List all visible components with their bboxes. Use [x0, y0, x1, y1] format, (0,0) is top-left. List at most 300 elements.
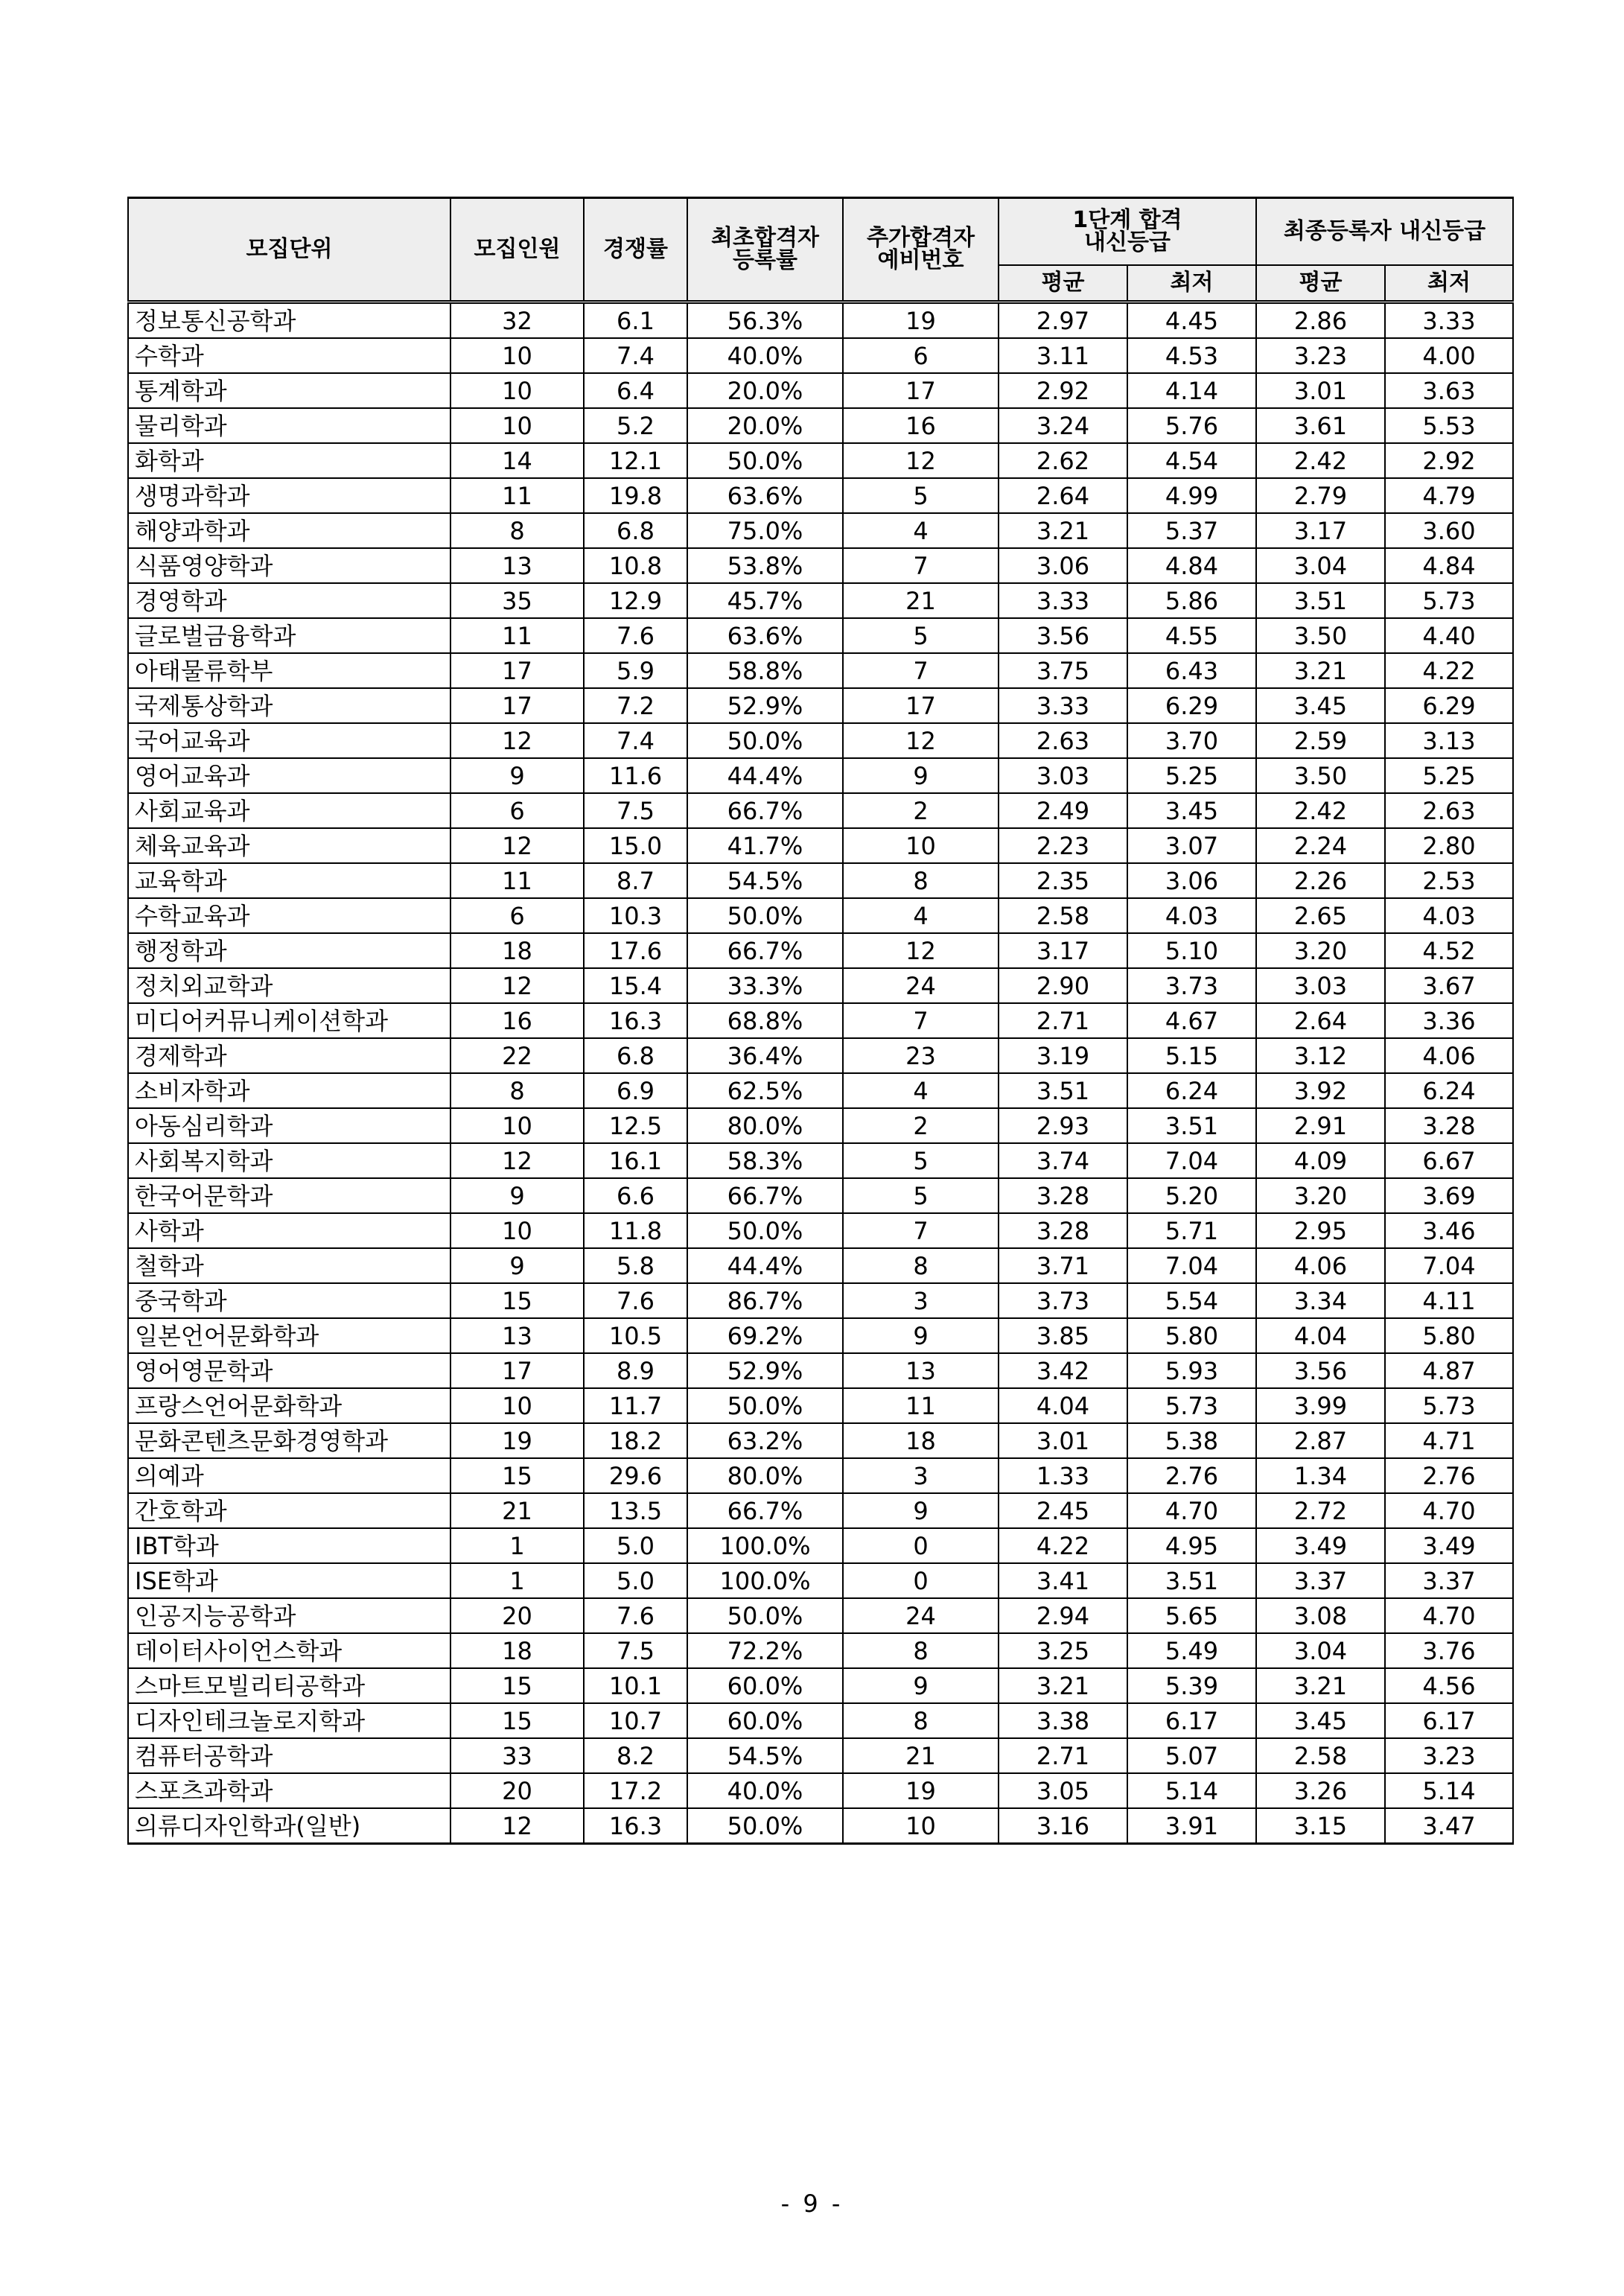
cell-stage1-avg: 2.45	[999, 1493, 1127, 1528]
admissions-table	[127, 197, 1514, 1845]
cell-final-min: 5.53	[1385, 408, 1513, 443]
cell-quota: 6	[450, 793, 584, 828]
cell-waitlist: 4	[843, 898, 999, 933]
cell-stage1-min: 5.80	[1127, 1318, 1256, 1353]
table-row	[128, 1493, 1513, 1528]
cell-competition: 6.1	[584, 302, 687, 339]
table-row	[128, 302, 1513, 339]
table-row	[128, 1353, 1513, 1388]
cell-final-avg: 4.06	[1256, 1248, 1385, 1283]
table-row	[128, 443, 1513, 478]
header-competition: 경쟁률	[584, 198, 687, 302]
cell-stage1-min: 4.54	[1127, 443, 1256, 478]
cell-final-avg: 3.92	[1256, 1073, 1385, 1108]
cell-final-min: 2.63	[1385, 793, 1513, 828]
cell-waitlist: 16	[843, 408, 999, 443]
cell-quota: 17	[450, 653, 584, 688]
header-waitlist	[843, 198, 999, 302]
header-final-grade: 최종등록자 내신등급	[1256, 198, 1513, 266]
table-row	[128, 1318, 1513, 1353]
table-row	[128, 373, 1513, 408]
cell-final-min: 3.13	[1385, 723, 1513, 758]
cell-stage1-avg: 2.35	[999, 863, 1127, 898]
cell-stage1-avg: 3.28	[999, 1178, 1127, 1213]
cell-final-min: 3.23	[1385, 1738, 1513, 1773]
cell-stage1-min: 6.24	[1127, 1073, 1256, 1108]
cell-competition: 8.7	[584, 863, 687, 898]
cell-first-registration: 44.4%	[687, 758, 843, 793]
cell-stage1-avg: 4.04	[999, 1388, 1127, 1423]
cell-waitlist: 5	[843, 1178, 999, 1213]
table-row	[128, 583, 1513, 618]
cell-final-avg: 2.72	[1256, 1493, 1385, 1528]
cell-final-avg: 2.42	[1256, 793, 1385, 828]
cell-stage1-min: 5.39	[1127, 1668, 1256, 1703]
cell-stage1-min: 3.06	[1127, 863, 1256, 898]
cell-stage1-avg: 2.90	[999, 968, 1127, 1003]
cell-final-avg: 3.37	[1256, 1563, 1385, 1598]
cell-waitlist: 9	[843, 1668, 999, 1703]
cell-competition: 7.6	[584, 1598, 687, 1633]
cell-stage1-avg: 3.33	[999, 583, 1127, 618]
cell-stage1-avg: 3.06	[999, 548, 1127, 583]
cell-competition: 6.4	[584, 373, 687, 408]
cell-stage1-avg: 3.21	[999, 1668, 1127, 1703]
cell-first-registration: 54.5%	[687, 863, 843, 898]
cell-unit: 경제학과	[128, 1038, 450, 1073]
cell-final-avg: 3.45	[1256, 1703, 1385, 1738]
table-row	[128, 1598, 1513, 1633]
cell-stage1-min: 5.49	[1127, 1633, 1256, 1668]
cell-stage1-avg: 2.63	[999, 723, 1127, 758]
cell-unit: 의류디자인학과(일반)	[128, 1808, 450, 1844]
cell-waitlist: 0	[843, 1528, 999, 1563]
cell-stage1-min: 3.73	[1127, 968, 1256, 1003]
cell-stage1-avg: 3.01	[999, 1423, 1127, 1458]
cell-first-registration: 50.0%	[687, 1598, 843, 1633]
cell-quota: 18	[450, 1633, 584, 1668]
cell-final-min: 2.53	[1385, 863, 1513, 898]
cell-competition: 15.4	[584, 968, 687, 1003]
cell-final-min: 2.76	[1385, 1458, 1513, 1493]
cell-final-avg: 3.20	[1256, 1178, 1385, 1213]
cell-first-registration: 45.7%	[687, 583, 843, 618]
cell-unit: 사학과	[128, 1213, 450, 1248]
cell-quota: 6	[450, 898, 584, 933]
cell-stage1-avg: 2.62	[999, 443, 1127, 478]
cell-stage1-min: 7.04	[1127, 1248, 1256, 1283]
cell-stage1-min: 5.10	[1127, 933, 1256, 968]
cell-waitlist: 9	[843, 758, 999, 793]
cell-stage1-avg: 1.33	[999, 1458, 1127, 1493]
cell-final-min: 6.67	[1385, 1143, 1513, 1178]
cell-competition: 7.2	[584, 688, 687, 723]
cell-first-registration: 58.3%	[687, 1143, 843, 1178]
cell-first-registration: 58.8%	[687, 653, 843, 688]
table-row	[128, 1038, 1513, 1073]
cell-final-min: 4.52	[1385, 933, 1513, 968]
cell-quota: 1	[450, 1528, 584, 1563]
cell-final-avg: 3.03	[1256, 968, 1385, 1003]
cell-stage1-min: 6.17	[1127, 1703, 1256, 1738]
cell-final-min: 7.04	[1385, 1248, 1513, 1283]
cell-waitlist: 17	[843, 688, 999, 723]
cell-competition: 11.8	[584, 1213, 687, 1248]
cell-waitlist: 0	[843, 1563, 999, 1598]
cell-final-avg: 3.20	[1256, 933, 1385, 968]
cell-final-min: 4.03	[1385, 898, 1513, 933]
cell-stage1-min: 4.14	[1127, 373, 1256, 408]
cell-unit: 수학교육과	[128, 898, 450, 933]
cell-first-registration: 50.0%	[687, 723, 843, 758]
cell-waitlist: 6	[843, 338, 999, 373]
cell-waitlist: 19	[843, 1773, 999, 1808]
cell-waitlist: 4	[843, 1073, 999, 1108]
cell-first-registration: 75.0%	[687, 513, 843, 548]
cell-first-registration: 68.8%	[687, 1003, 843, 1038]
cell-final-min: 2.92	[1385, 443, 1513, 478]
cell-first-registration: 86.7%	[687, 1283, 843, 1318]
cell-stage1-avg: 3.16	[999, 1808, 1127, 1844]
cell-competition: 16.1	[584, 1143, 687, 1178]
cell-first-registration: 50.0%	[687, 1213, 843, 1248]
cell-quota: 16	[450, 1003, 584, 1038]
cell-competition: 7.6	[584, 618, 687, 653]
cell-first-registration: 40.0%	[687, 338, 843, 373]
cell-stage1-avg: 3.75	[999, 653, 1127, 688]
cell-competition: 5.2	[584, 408, 687, 443]
cell-first-registration: 80.0%	[687, 1108, 843, 1143]
table-row	[128, 1563, 1513, 1598]
cell-waitlist: 5	[843, 618, 999, 653]
cell-final-min: 3.37	[1385, 1563, 1513, 1598]
cell-stage1-avg: 3.51	[999, 1073, 1127, 1108]
table-row	[128, 513, 1513, 548]
cell-final-avg: 2.79	[1256, 478, 1385, 513]
cell-final-min: 3.33	[1385, 302, 1513, 339]
cell-quota: 14	[450, 443, 584, 478]
cell-final-min: 4.11	[1385, 1283, 1513, 1318]
cell-competition: 6.8	[584, 513, 687, 548]
table-row	[128, 1423, 1513, 1458]
cell-stage1-avg: 2.49	[999, 793, 1127, 828]
table-row	[128, 758, 1513, 793]
cell-competition: 10.8	[584, 548, 687, 583]
cell-unit: 미디어커뮤니케이션학과	[128, 1003, 450, 1038]
cell-stage1-min: 5.14	[1127, 1773, 1256, 1808]
cell-final-min: 6.17	[1385, 1703, 1513, 1738]
table-row	[128, 338, 1513, 373]
cell-final-avg: 1.34	[1256, 1458, 1385, 1493]
table-row	[128, 688, 1513, 723]
cell-competition: 13.5	[584, 1493, 687, 1528]
cell-final-min: 3.47	[1385, 1808, 1513, 1844]
cell-final-min: 4.56	[1385, 1668, 1513, 1703]
cell-unit: 중국학과	[128, 1283, 450, 1318]
cell-quota: 8	[450, 513, 584, 548]
cell-unit: 스포츠과학과	[128, 1773, 450, 1808]
cell-final-avg: 2.26	[1256, 863, 1385, 898]
cell-quota: 21	[450, 1493, 584, 1528]
cell-waitlist: 23	[843, 1038, 999, 1073]
header-waitlist-line2: 예비번호	[877, 247, 964, 273]
cell-stage1-avg: 3.74	[999, 1143, 1127, 1178]
table-row	[128, 1773, 1513, 1808]
header-stage1-line1: 1단계 합격	[1072, 207, 1182, 233]
cell-unit: 화학과	[128, 443, 450, 478]
cell-competition: 11.7	[584, 1388, 687, 1423]
cell-competition: 16.3	[584, 1003, 687, 1038]
cell-first-registration: 63.2%	[687, 1423, 843, 1458]
cell-quota: 32	[450, 302, 584, 339]
cell-unit: 소비자학과	[128, 1073, 450, 1108]
cell-quota: 10	[450, 373, 584, 408]
cell-final-avg: 2.65	[1256, 898, 1385, 933]
cell-competition: 10.3	[584, 898, 687, 933]
table-row	[128, 618, 1513, 653]
cell-stage1-avg: 2.64	[999, 478, 1127, 513]
cell-final-min: 3.67	[1385, 968, 1513, 1003]
cell-stage1-avg: 2.23	[999, 828, 1127, 863]
cell-final-min: 6.24	[1385, 1073, 1513, 1108]
cell-first-registration: 54.5%	[687, 1738, 843, 1773]
cell-stage1-min: 5.73	[1127, 1388, 1256, 1423]
cell-final-avg: 2.24	[1256, 828, 1385, 863]
cell-unit: 컴퓨터공학과	[128, 1738, 450, 1773]
cell-final-min: 3.60	[1385, 513, 1513, 548]
cell-quota: 12	[450, 723, 584, 758]
cell-quota: 19	[450, 1423, 584, 1458]
cell-final-min: 3.28	[1385, 1108, 1513, 1143]
cell-unit: ISE학과	[128, 1563, 450, 1598]
cell-stage1-min: 2.76	[1127, 1458, 1256, 1493]
cell-competition: 8.2	[584, 1738, 687, 1773]
table-row	[128, 408, 1513, 443]
cell-stage1-avg: 3.24	[999, 408, 1127, 443]
cell-first-registration: 33.3%	[687, 968, 843, 1003]
table-row	[128, 723, 1513, 758]
cell-unit: 글로벌금융학과	[128, 618, 450, 653]
cell-final-min: 5.14	[1385, 1773, 1513, 1808]
header-stage1-min: 최저	[1127, 265, 1256, 302]
cell-stage1-avg: 3.25	[999, 1633, 1127, 1668]
cell-quota: 15	[450, 1458, 584, 1493]
cell-competition: 6.9	[584, 1073, 687, 1108]
cell-quota: 35	[450, 583, 584, 618]
cell-unit: 국어교육과	[128, 723, 450, 758]
table-row	[128, 1213, 1513, 1248]
cell-unit: 해양과학과	[128, 513, 450, 548]
table-row	[128, 793, 1513, 828]
cell-final-min: 3.36	[1385, 1003, 1513, 1038]
cell-final-avg: 2.64	[1256, 1003, 1385, 1038]
cell-stage1-min: 4.03	[1127, 898, 1256, 933]
cell-waitlist: 7	[843, 1213, 999, 1248]
cell-competition: 18.2	[584, 1423, 687, 1458]
cell-final-min: 3.46	[1385, 1213, 1513, 1248]
cell-stage1-avg: 2.94	[999, 1598, 1127, 1633]
cell-stage1-min: 4.99	[1127, 478, 1256, 513]
cell-first-registration: 50.0%	[687, 1808, 843, 1844]
cell-unit: 사회교육과	[128, 793, 450, 828]
table-row	[128, 653, 1513, 688]
cell-stage1-min: 5.76	[1127, 408, 1256, 443]
cell-final-min: 5.73	[1385, 583, 1513, 618]
header-stage1-line2: 내신등급	[1084, 229, 1171, 255]
table-body	[128, 302, 1513, 1844]
cell-unit: 정치외교학과	[128, 968, 450, 1003]
table-row	[128, 1143, 1513, 1178]
table-row	[128, 1738, 1513, 1773]
header-unit: 모집단위	[128, 198, 450, 302]
table-row	[128, 1458, 1513, 1493]
cell-unit: 아태물류학부	[128, 653, 450, 688]
cell-unit: 한국어문학과	[128, 1178, 450, 1213]
cell-unit: 디자인테크놀로지학과	[128, 1703, 450, 1738]
header-stage1-grade	[999, 198, 1256, 266]
cell-waitlist: 24	[843, 1598, 999, 1633]
cell-final-avg: 3.12	[1256, 1038, 1385, 1073]
cell-unit: IBT학과	[128, 1528, 450, 1563]
cell-waitlist: 18	[843, 1423, 999, 1458]
cell-final-min: 5.25	[1385, 758, 1513, 793]
table-row	[128, 1108, 1513, 1143]
cell-quota: 12	[450, 828, 584, 863]
cell-final-avg: 2.87	[1256, 1423, 1385, 1458]
cell-first-registration: 63.6%	[687, 478, 843, 513]
cell-unit: 철학과	[128, 1248, 450, 1283]
cell-unit: 정보통신공학과	[128, 302, 450, 339]
cell-first-registration: 60.0%	[687, 1703, 843, 1738]
cell-quota: 33	[450, 1738, 584, 1773]
cell-stage1-min: 4.67	[1127, 1003, 1256, 1038]
cell-final-avg: 2.91	[1256, 1108, 1385, 1143]
cell-competition: 12.9	[584, 583, 687, 618]
cell-stage1-min: 5.86	[1127, 583, 1256, 618]
cell-final-min: 4.79	[1385, 478, 1513, 513]
cell-quota: 8	[450, 1073, 584, 1108]
cell-final-avg: 3.61	[1256, 408, 1385, 443]
cell-stage1-avg: 4.22	[999, 1528, 1127, 1563]
table-row	[128, 1633, 1513, 1668]
cell-final-min: 4.22	[1385, 653, 1513, 688]
cell-final-avg: 3.51	[1256, 583, 1385, 618]
cell-competition: 6.8	[584, 1038, 687, 1073]
table-row	[128, 828, 1513, 863]
cell-quota: 9	[450, 1178, 584, 1213]
cell-final-avg: 3.04	[1256, 548, 1385, 583]
page-number: - 9 -	[780, 2190, 844, 2218]
cell-stage1-avg: 2.71	[999, 1003, 1127, 1038]
cell-first-registration: 50.0%	[687, 443, 843, 478]
cell-quota: 9	[450, 1248, 584, 1283]
cell-stage1-avg: 2.92	[999, 373, 1127, 408]
cell-stage1-avg: 2.97	[999, 302, 1127, 339]
cell-quota: 10	[450, 408, 584, 443]
cell-first-registration: 100.0%	[687, 1528, 843, 1563]
cell-final-avg: 3.21	[1256, 1668, 1385, 1703]
cell-stage1-avg: 3.19	[999, 1038, 1127, 1073]
cell-final-min: 3.49	[1385, 1528, 1513, 1563]
cell-first-registration: 66.7%	[687, 1493, 843, 1528]
cell-waitlist: 11	[843, 1388, 999, 1423]
cell-stage1-avg: 3.28	[999, 1213, 1127, 1248]
cell-final-min: 5.73	[1385, 1388, 1513, 1423]
cell-competition: 5.8	[584, 1248, 687, 1283]
cell-first-registration: 100.0%	[687, 1563, 843, 1598]
cell-stage1-avg: 3.21	[999, 513, 1127, 548]
cell-waitlist: 5	[843, 478, 999, 513]
cell-unit: 영어교육과	[128, 758, 450, 793]
cell-final-min: 4.00	[1385, 338, 1513, 373]
table-row	[128, 1808, 1513, 1844]
cell-quota: 9	[450, 758, 584, 793]
cell-first-registration: 66.7%	[687, 933, 843, 968]
table-row	[128, 1528, 1513, 1563]
cell-first-registration: 63.6%	[687, 618, 843, 653]
cell-quota: 20	[450, 1598, 584, 1633]
cell-waitlist: 10	[843, 1808, 999, 1844]
cell-final-avg: 2.59	[1256, 723, 1385, 758]
cell-quota: 11	[450, 478, 584, 513]
cell-final-avg: 3.04	[1256, 1633, 1385, 1668]
cell-waitlist: 24	[843, 968, 999, 1003]
cell-first-registration: 41.7%	[687, 828, 843, 863]
cell-waitlist: 2	[843, 793, 999, 828]
table-row	[128, 1073, 1513, 1108]
header-final-min: 최저	[1385, 265, 1513, 302]
cell-first-registration: 69.2%	[687, 1318, 843, 1353]
cell-unit: 경영학과	[128, 583, 450, 618]
cell-competition: 15.0	[584, 828, 687, 863]
cell-final-min: 4.06	[1385, 1038, 1513, 1073]
cell-stage1-min: 3.51	[1127, 1563, 1256, 1598]
cell-unit: 일본언어문화학과	[128, 1318, 450, 1353]
cell-quota: 20	[450, 1773, 584, 1808]
cell-competition: 10.1	[584, 1668, 687, 1703]
cell-waitlist: 8	[843, 1703, 999, 1738]
cell-unit: 아동심리학과	[128, 1108, 450, 1143]
cell-unit: 간호학과	[128, 1493, 450, 1528]
cell-quota: 1	[450, 1563, 584, 1598]
cell-stage1-avg: 3.42	[999, 1353, 1127, 1388]
cell-first-registration: 62.5%	[687, 1073, 843, 1108]
cell-waitlist: 10	[843, 828, 999, 863]
cell-final-min: 3.69	[1385, 1178, 1513, 1213]
cell-competition: 29.6	[584, 1458, 687, 1493]
cell-quota: 17	[450, 1353, 584, 1388]
cell-quota: 15	[450, 1703, 584, 1738]
cell-stage1-avg: 3.56	[999, 618, 1127, 653]
cell-stage1-avg: 3.71	[999, 1248, 1127, 1283]
cell-waitlist: 19	[843, 302, 999, 339]
cell-first-registration: 40.0%	[687, 1773, 843, 1808]
cell-final-avg: 3.50	[1256, 758, 1385, 793]
cell-stage1-min: 5.71	[1127, 1213, 1256, 1248]
cell-waitlist: 12	[843, 723, 999, 758]
header-final-avg: 평균	[1256, 265, 1385, 302]
table-row	[128, 933, 1513, 968]
cell-final-avg: 2.95	[1256, 1213, 1385, 1248]
cell-first-registration: 36.4%	[687, 1038, 843, 1073]
cell-final-min: 6.29	[1385, 688, 1513, 723]
cell-waitlist: 9	[843, 1318, 999, 1353]
cell-stage1-avg: 3.33	[999, 688, 1127, 723]
cell-final-min: 3.63	[1385, 373, 1513, 408]
cell-competition: 5.9	[584, 653, 687, 688]
cell-final-avg: 3.23	[1256, 338, 1385, 373]
cell-quota: 15	[450, 1283, 584, 1318]
